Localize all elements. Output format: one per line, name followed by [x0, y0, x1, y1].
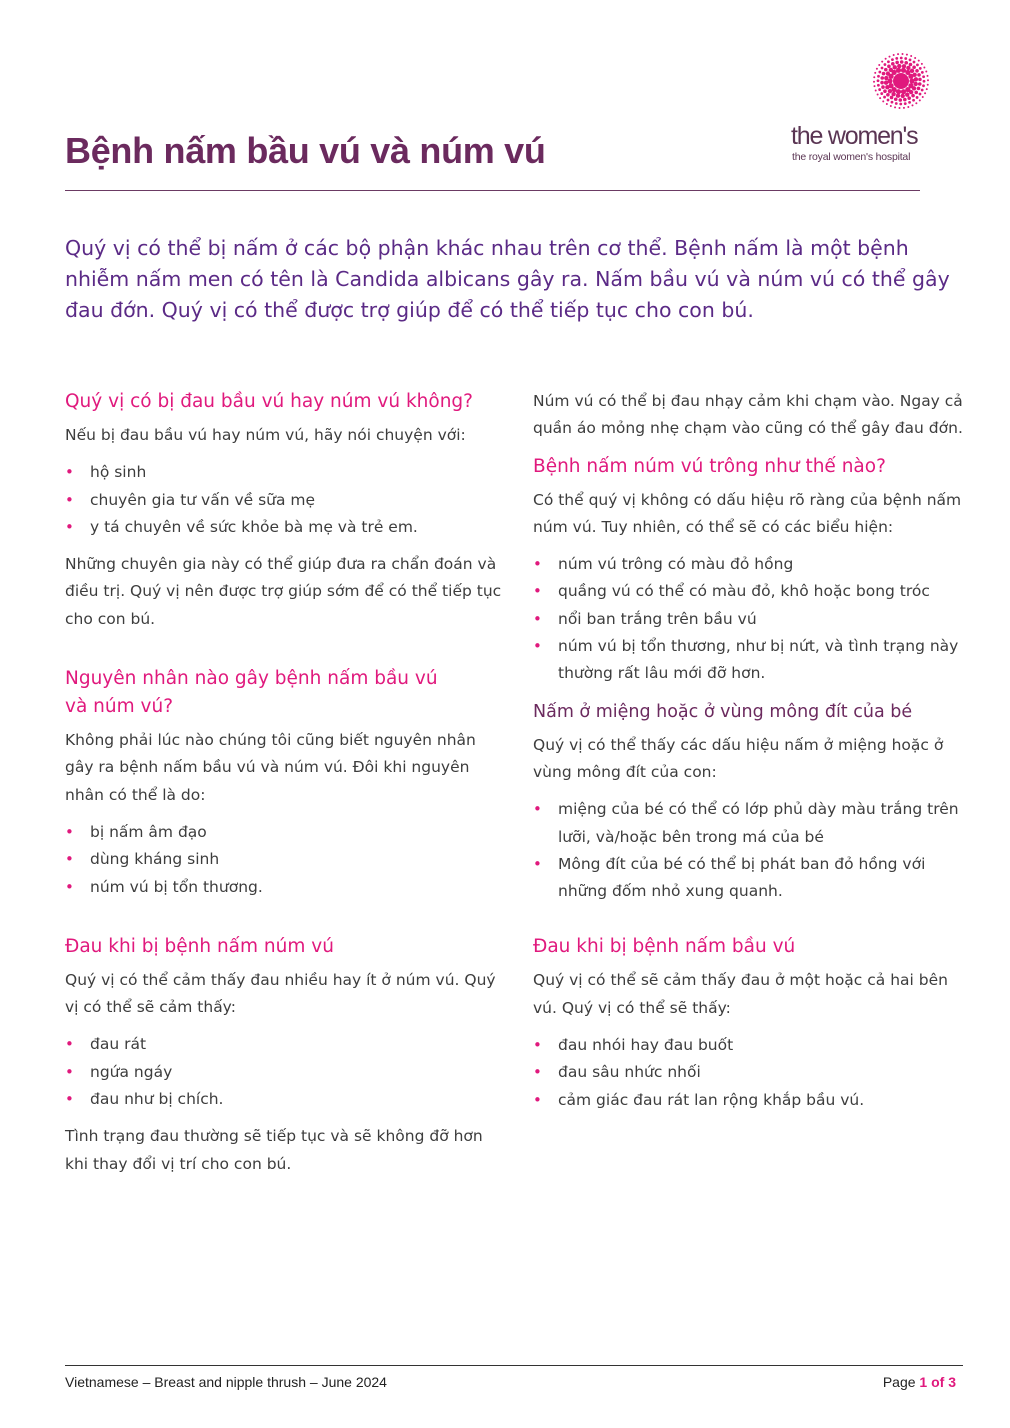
- list-item: • ngứa ngáy: [65, 1059, 505, 1086]
- hospital-logo: [788, 50, 928, 170]
- list-item: • cảm giác đau rát lan rộng khắp bầu vú.: [533, 1087, 963, 1114]
- sunburst-logo-icon: [870, 50, 932, 112]
- list-item: • đau rát: [65, 1031, 505, 1058]
- bullet-icon: •: [65, 850, 74, 869]
- section-heading: Quý vị có bị đau bầu vú hay núm vú không?: [65, 391, 473, 412]
- bullet-list: [533, 551, 963, 687]
- section-text: Những chuyên gia này có thể giúp đưa ra chẩn đoán và điều trị. Quý vị nên được trợ giúp sớm để có thể tiếp tục cho con bú.: [65, 555, 502, 628]
- section-heading: Nguyên nhân nào gây bệnh nấm bầu vú và núm vú?: [65, 668, 438, 718]
- bullet-list: [533, 796, 963, 905]
- bullet-icon: •: [533, 1063, 542, 1082]
- section-text: Không phải lúc nào chúng tôi cũng biết nguyên nhân gây ra bệnh nấm bầu vú và núm vú. Đôi khi nguyên nhân có thể là do:: [65, 731, 476, 804]
- section-text: Quý vị có thể thấy các dấu hiệu nấm ở miệng hoặc ở vùng mông đít của con:: [533, 735, 944, 781]
- list-item: • y tá chuyên về sức khỏe bà mẹ và trẻ em.: [65, 514, 505, 541]
- list-item: • miệng của bé có thể có lớp phủ dày màu trắng trên lưỡi, và/hoặc bên trong má của bé: [533, 796, 963, 851]
- bullet-list: [533, 1032, 963, 1114]
- section-text: Quý vị có thể cảm thấy đau nhiều hay ít ở núm vú. Quý vị có thể sẽ cảm thấy:: [65, 970, 496, 1017]
- intro-paragraph: Quý vị có thể bị nấm ở các bộ phận khác nhau trên cơ thể. Bệnh nấm là một bệnh nhiễm nấm men có tên là Candida albicans gây ra. Nấm bầu vú và núm vú có thể gây đau đớn. Quý vị có thể được trợ giúp để có thể tiếp tục cho con bú.: [65, 236, 950, 322]
- list-item: • quầng vú có thể có màu đỏ, khô hoặc bong tróc: [533, 578, 963, 605]
- list-item: • Mông đít của bé có thể bị phát ban đỏ hồng với những đốm nhỏ xung quanh.: [533, 851, 963, 906]
- section-text: Quý vị có thể sẽ cảm thấy đau ở một hoặc cả hai bên vú. Quý vị có thể sẽ thấy:: [533, 971, 948, 1017]
- right-column: [533, 388, 963, 1124]
- logo-subtitle: the royal women's hospital: [792, 151, 911, 163]
- page-title: Bệnh nấm bầu vú và núm vú: [65, 130, 546, 171]
- section-heading: Bệnh nấm núm vú trông như thế nào?: [533, 455, 886, 477]
- list-item: • núm vú bị tổn thương.: [65, 874, 505, 901]
- left-column: [65, 388, 505, 1188]
- list-item: • bị nấm âm đạo: [65, 819, 505, 846]
- bullet-list: [65, 459, 505, 541]
- bullet-icon: •: [65, 822, 74, 841]
- title-divider: [65, 190, 920, 191]
- bullet-icon: •: [65, 490, 74, 509]
- bullet-icon: •: [65, 463, 74, 482]
- section-text: Tình trạng đau thường sẽ tiếp tục và sẽ không đỡ hơn khi thay đổi vị trí cho con bú.: [65, 1127, 483, 1173]
- bullet-icon: •: [65, 1035, 74, 1054]
- list-item: • dùng kháng sinh: [65, 846, 505, 873]
- list-item: • nổi ban trắng trên bầu vú: [533, 606, 963, 633]
- bullet-icon: •: [533, 582, 542, 601]
- bullet-icon: •: [533, 1036, 542, 1055]
- bullet-list: [65, 1031, 505, 1113]
- bullet-icon: •: [65, 877, 74, 896]
- list-item: • đau như bị chích.: [65, 1086, 505, 1113]
- subsection-heading: Nấm ở miệng hoặc ở vùng mông đít của bé: [533, 701, 913, 722]
- section-text: Nếu bị đau bầu vú hay núm vú, hãy nói chuyện với:: [65, 426, 466, 444]
- section-heading: Đau khi bị bệnh nấm núm vú: [65, 935, 334, 957]
- bullet-icon: •: [533, 854, 542, 873]
- list-item: • núm vú trông có màu đỏ hồng: [533, 551, 963, 578]
- bullet-icon: •: [533, 1090, 542, 1109]
- footer-document-info: Vietnamese – Breast and nipple thrush – June 2024: [65, 1374, 387, 1390]
- section-text: Có thể quý vị không có dấu hiệu rõ ràng của bệnh nấm núm vú. Tuy nhiên, có thể sẽ có các biểu hiện:: [533, 490, 962, 536]
- bullet-list: [65, 819, 505, 901]
- list-item: • hộ sinh: [65, 459, 505, 486]
- bullet-icon: •: [533, 800, 542, 819]
- bullet-icon: •: [533, 609, 542, 628]
- list-item: • đau sâu nhức nhối: [533, 1059, 963, 1086]
- bullet-icon: •: [65, 1090, 74, 1109]
- bullet-icon: •: [533, 637, 542, 656]
- section-heading: Đau khi bị bệnh nấm bầu vú: [533, 936, 796, 958]
- list-item: • núm vú bị tổn thương, như bị nứt, và tình trạng này thường rất lâu mới đỡ hơn.: [533, 633, 963, 688]
- section-text: Núm vú có thể bị đau nhạy cảm khi chạm vào. Ngay cả quần áo mỏng nhẹ chạm vào cũng có thể gây đau đớn.: [533, 392, 963, 438]
- list-item: • chuyên gia tư vấn về sữa mẹ: [65, 487, 505, 514]
- list-item: • đau nhói hay đau buốt: [533, 1032, 963, 1059]
- footer-divider: [65, 1365, 963, 1366]
- footer-page-number: Page 1 of 3: [882, 1374, 956, 1390]
- bullet-icon: •: [65, 1062, 74, 1081]
- bullet-icon: •: [533, 555, 542, 574]
- bullet-icon: •: [65, 517, 74, 536]
- logo-name: the women's: [791, 122, 918, 150]
